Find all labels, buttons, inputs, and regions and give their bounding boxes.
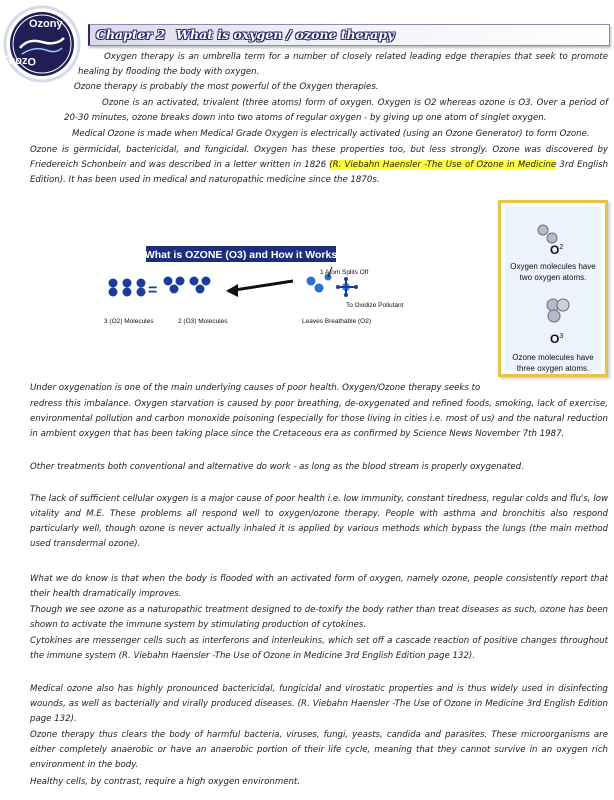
atom-splits-label: 1 Atom Splits Off	[320, 269, 369, 276]
lack-of-oxygen-paragraph: The lack of sufficient cellular oxygen is a major cause of poor health i.e. low immunity, constant tiredness, regular colds and flu's, low vitality and M.E. These problems all respond well to oxygen/ozone therapy. People with asthma and bronchitis also respond particularly well, though ozone is never actually inhaled it is applied by various methods which bypass the lungs (the main method used transdermal ozone).	[30, 494, 608, 549]
intro-paragraph-3: Ozone is an activated, trivalent (three atoms) form of oxygen. Oxygen is O2 whereas ozone is O3. Over a period of 20-30 minutes, ozone breaks down into two atoms of regular oxygen - by giving up one atom of singlet oxygen.	[64, 98, 608, 123]
chapter-title: What is oxygen / ozone therapy	[176, 27, 395, 42]
molecule-box-panel	[505, 207, 601, 373]
healthy-cells-paragraph: Healthy cells, by contrast, require a high oxygen environment.	[30, 777, 301, 787]
under-oxygenation-paragraph: redress this imbalance. Oxygen starvation is caused by poor breathing, de-oxygenated and refined foods, smoking, lack of exercise, environmental pollution and carbon monoxide poisoning (especially for those living in cities i.e. most of us) and the natural reduction in ambient oxygen that has been taking place since the Cretaceous era as confirmed by Science News November 7th 1987.	[30, 399, 608, 439]
germicidal-text-end: 3rd English Edition). It has been used in medical and naturopathic medicine since the 1870s.	[30, 160, 609, 185]
ozone-diagram	[98, 241, 404, 336]
intro-paragraph-1: Oxygen therapy is an umbrella term for a number of closely related leading edge therapies that seek to promote healing by flooding the body with oxygen.	[78, 52, 608, 77]
other-treatments-paragraph: Other treatments both conventional and alternative do work - as long as the blood stream is properly oxygenated.	[30, 462, 524, 472]
germicidal-paragraph	[30, 143, 608, 188]
o3-symbol: $O^3$	[550, 332, 564, 346]
caption-left: 3 (O2) Molecules	[104, 318, 154, 325]
equals-sign: =	[148, 282, 158, 299]
o3-molecule-icon	[541, 297, 575, 327]
cytokines-paragraph: Cytokines are messenger cells such as interferons and interleukins, which set off a cascade reaction of positive changes throughout the immune system (R. Viebahn Haensler -The Use of Ozone in Medicine 3rd English Edition page 132).	[30, 636, 608, 661]
o3-caption: Ozone molecules have three oxygen atoms.	[512, 353, 594, 373]
oxygen-ozone-molecule-box	[498, 200, 608, 377]
highlighted-citation: (R. Viebahn Haensler -The Use of Ozone in Medicine	[329, 160, 557, 170]
intro-paragraph-2: Ozone therapy is probably the most powerful of the Oxygen therapies.	[74, 82, 379, 92]
ozony-logo	[2, 4, 82, 84]
logo-brand-text: Ozony	[29, 18, 63, 30]
intro-paragraph-4: Medical Ozone is made when Medical Grade Oxygen is electrically activated (using an Ozone Generator) to form Ozone.	[72, 129, 590, 139]
chapter-header	[88, 24, 610, 46]
logo-mirrored-text: Ozony	[2, 55, 36, 67]
chapter-number: Chapter 2	[96, 27, 166, 42]
o2-molecule-icon	[535, 223, 565, 245]
oxidize-label: To Oxidize Pollutant	[346, 302, 404, 309]
caption-mid: 2 (O3) Molecules	[178, 318, 228, 325]
o2-caption: Oxygen molecules have two oxygen atoms.	[510, 262, 596, 282]
diagram-title: What is OZONE (O3) and How it Works	[144, 249, 338, 261]
medical-ozone-paragraph: Medical ozone also has highly pronounced bactericidal, fungicidal and virostatic properties and is thus widely used in disinfecting wounds, as well as bacterially and virally produced diseases. (R. Viebahn Haensler -The Use of Ozone in Medicine 3rd English Edition page 132).	[30, 684, 608, 724]
under-oxygenation-line: Under oxygenation is one of the main underlying causes of poor health. Oxygen/Ozone therapy seeks to	[30, 383, 481, 393]
naturopathic-paragraph: Though we see ozone as a naturopathic treatment designed to de-toxify the body rather than treat diseases as such, ozone has been shown to activate the immune system by stimulating production of cytokines.	[30, 605, 608, 630]
caption-right: Leaves Breathable (O2)	[302, 318, 372, 325]
o2-symbol: $O^2$	[550, 243, 564, 257]
what-we-know-paragraph: What we do know is that when the body is flooded with an activated form of oxygen, namely ozone, people consistently report that their health dramatically improves.	[30, 574, 608, 599]
clears-body-paragraph: Ozone therapy thus clears the body of harmful bacteria, viruses, fungi, yeasts, candida and parasites. These microorganisms are either completely anaerobic or have an anaerobic portion of their life cycle, meaning that they cannot survive in an oxygen rich environment in the body.	[30, 730, 608, 770]
germicidal-text: Ozone is germicidal, bactericidal, and fungicidal. Oxygen has these properties too, but less strongly. Ozone was discovered by Friedereich Schonbein and was described in a letter written in 1826	[30, 145, 608, 170]
